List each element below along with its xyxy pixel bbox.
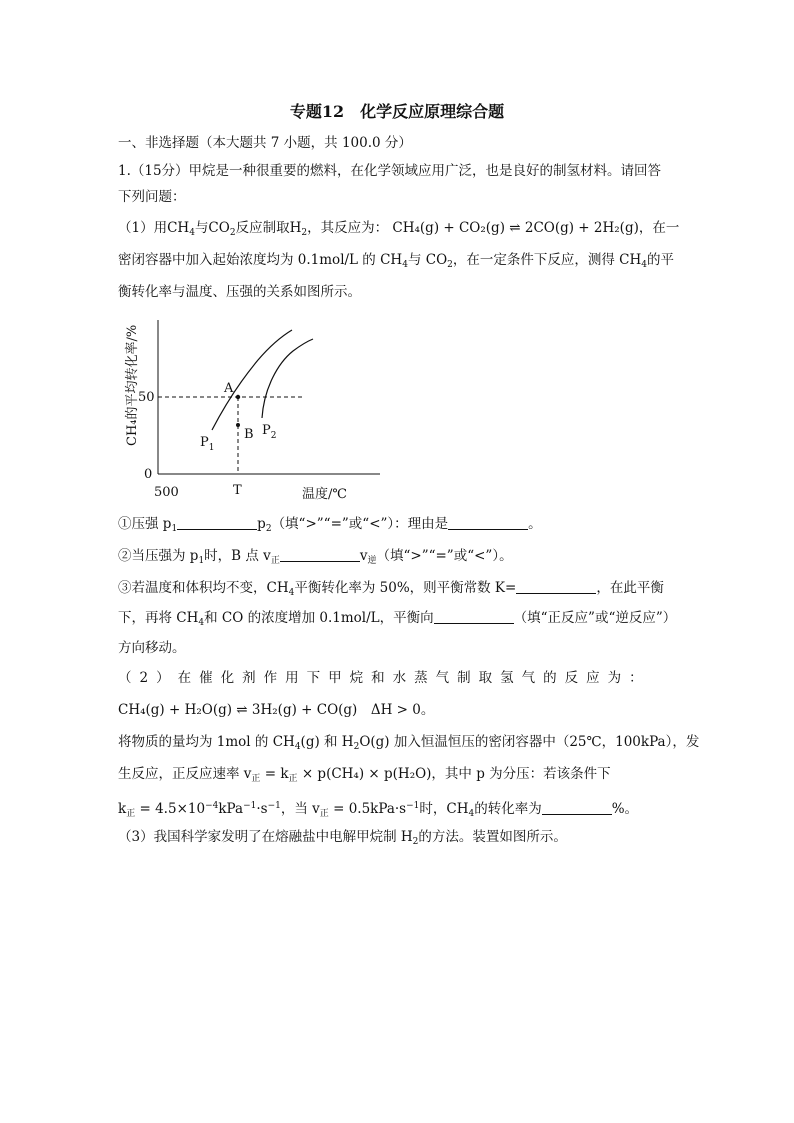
series-p1-curve [212,330,292,430]
page-title: 专题12 化学反应原理综合题 [289,102,505,121]
q1-sub3-line2: 下，再将 $CH_4$和 CO 的浓度增加 0.1mol/L，平衡向 （填“正反应”或“逆反应”） [118,610,677,628]
q1-line1: 1.（15分）甲烷是一种很重要的燃料，在化学领域应用广泛，也是良好的制氢材料。请回答 [118,163,662,179]
x-tick-500: 500 [154,485,179,500]
section-heading: 一、非选择题（本大题共 7 小题，共 100.0 分） [118,135,412,151]
x-axis-label: 温度/℃ [302,487,347,502]
y-tick-0: 0 [144,467,153,482]
y-tick-50: 50 [138,390,155,405]
q1-part2-line1: （2）在催化剂作用下甲烷和水蒸气制取氢气的反应为： [118,670,651,686]
q1-sub1: ①压强 $p_1$ $p_2$（填“>”“=”或“<”）：理由是 。 [118,516,542,534]
answer-blank[interactable] [434,609,514,624]
answer-blank[interactable] [448,515,528,530]
q1-part2-line3: 将物质的量均为 1mol 的 $CH_4(g)$ 和 $H_2O(g)$ 加入恒温恒压的密闭容器中（25℃，100kPa），发 [118,734,700,752]
series-p2-label: $P_2$ [262,423,277,441]
x-tick-t: T [233,483,242,498]
answer-blank[interactable] [177,515,257,530]
q1-sub3-line1: ③若温度和体积均不变，$CH_4$平衡转化率为 50%，则平衡常数 K= ，在此平衡 [118,580,664,598]
series-p2-curve [262,339,313,418]
point-b-label: B [244,427,254,442]
answer-blank[interactable] [516,579,596,594]
q1-part1-line2: 密闭容器中加入起始浓度均为 0.1mol/L 的 $CH_4$与 $CO_2$，在一定条件下反应，测得 $CH_4$的平 [118,252,675,270]
point-b [236,423,240,427]
q1-part3: （3）我国科学家发明了在熔融盐中电解甲烷制 $H_2$的方法。装置如图所示。 [118,829,567,847]
q1-part1-line1: （1）用$CH_4$与$CO_2$反应制取$H_2$，其反应为： CH₄(g) + CO₂(g) ⇌ 2CO(g) + 2H₂(g)，在一 [118,220,680,238]
conversion-chart [118,308,408,508]
answer-blank[interactable] [280,547,360,562]
equation-1: CH₄(g) + CO₂(g) ⇌ 2CO(g) + 2H₂(g) [392,220,639,236]
answer-blank[interactable] [542,800,612,815]
q1-sub3-line3: 方向移动。 [118,640,186,656]
point-a-label: A [224,381,234,396]
equation-2: CH₄(g) + H₂O(g) ⇌ 3H₂(g) + CO(g) ΔH > 0。 [118,702,435,718]
series-p1-label: $P_1$ [200,435,215,453]
q1-line2: 下列问题： [118,189,186,205]
q1-sub2: ②当压强为 $p_1$时，B 点 $v_正$ $v_逆$（填“>”“=”或“<”）。 [118,548,513,566]
y-axis-label: CH₄的平均转化率/% [125,324,140,446]
point-a [236,395,240,399]
q1-part2-line4: 生反应，正反应速率 $v_正 = k_正 \times p(CH_4) \times p(H_2O)$，其中 p 为分压：若该条件下 [118,766,611,784]
q1-part2-line5: $k_正 = 4.5\times 10^{-4}kPa^{-1}\cdot s^{-1}$，当 $v_正 = 0.5kPa\cdot s^{-1}$时，$CH_4$的转化率为 %。 [118,801,639,819]
q1-part1-line3: 衡转化率与温度、压强的关系如图所示。 [118,284,361,300]
